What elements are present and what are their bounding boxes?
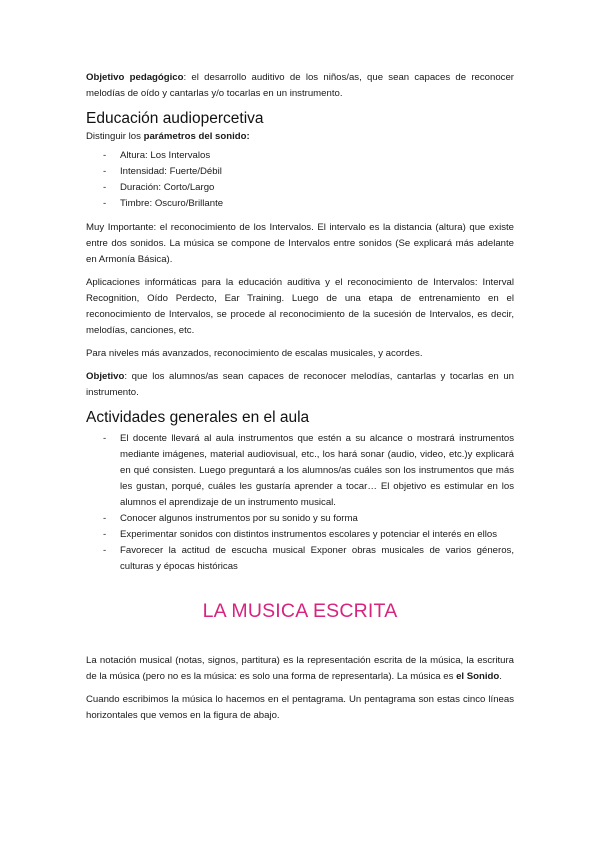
heading-general-activities: Actividades generales en el aula <box>86 409 310 426</box>
objective-text: : que los alumnos/as sean capaces de reconocer melodías, cantarlas y tocarlas en un instrumento. <box>86 371 514 398</box>
sound-parameters-list <box>86 148 514 212</box>
pedagogical-objective-label: Objetivo pedagógico <box>86 72 184 83</box>
dash-bullet: - <box>103 182 107 193</box>
advanced-levels-paragraph: Para niveles más avanzados, reconocimiento de escalas musicales, y acordes. <box>86 348 423 359</box>
sound-parameters-intro-bold: parámetros del sonido: <box>143 131 250 142</box>
dash-bullet: - <box>103 166 107 177</box>
list-item-text: Timbre: Oscuro/Brillante <box>120 198 224 209</box>
software-applications-paragraph: Aplicaciones informáticas para la educación auditiva y el reconocimiento de Intervalos: Interval Recognition, Oído Perdecto, Ear Training. Luego de una etapa de entrenamiento en el reconocimiento de Intervalos, se procede al reconocimiento de la sucesión de Intervalos, es decir, melodías, canciones, etc. <box>86 277 514 336</box>
dash-bullet: - <box>103 433 107 444</box>
list-item-text: Conocer algunos instrumentos por su sonido y su forma <box>120 513 358 524</box>
intervals-important-paragraph: Muy Importante: el reconocimiento de los Intervalos. El intervalo es la distancia (altura) que existe entre dos sonidos. La música se compone de Intervalos entre sonidos (Se explicará más adelante en Armonía Básica). <box>86 222 514 265</box>
pedagogical-objective-text: : el desarrollo auditivo de los niños/as, que sean capaces de reconocer melodías de oído y cantarlas y/o tocarlas en un instrumento. <box>86 72 514 99</box>
list-item <box>86 543 514 575</box>
staff-paragraph: Cuando escribimos la música lo hacemos en el pentagrama. Un pentagrama son estas cinco líneas horizontales que vemos en la figura de abajo. <box>86 694 514 721</box>
list-item <box>86 148 514 164</box>
list-item <box>86 431 514 511</box>
dash-bullet: - <box>103 198 107 209</box>
pedagogical-objective-paragraph <box>86 70 514 102</box>
dash-bullet: - <box>103 150 107 161</box>
dash-bullet: - <box>103 545 107 556</box>
written-music-title: LA MUSICA ESCRITA <box>202 600 398 622</box>
objective-label: Objetivo <box>86 371 125 382</box>
list-item-text: Intensidad: Fuerte/Débil <box>120 166 222 177</box>
list-item <box>86 180 514 196</box>
objective-paragraph <box>86 369 514 401</box>
musical-notation-end: . <box>499 671 502 682</box>
musical-notation-paragraph <box>86 653 514 685</box>
musical-notation-text: La notación musical (notas, signos, partitura) es la representación escrita de la música, la escritura de la música (pero no es la música: es solo una forma de representarla). La música es <box>86 655 514 682</box>
list-item <box>86 196 514 212</box>
list-item <box>86 511 514 527</box>
heading-audioperceptive-education: Educación audiopercetiva <box>86 110 264 127</box>
dash-bullet: - <box>103 529 107 540</box>
list-item-text: El docente llevará al aula instrumentos que estén a su alcance o mostrará instrumentos mediante imágenes, material audiovisual, etc., los hará sonar (audio, video, etc.)y explicará en qué consisten. Luego preguntará a los alumnos/as cuáles son los instrumentos que más les gustan, porqué, cuáles les gustaría aprender a tocar… El objetivo es estimular en los alumnos el aprendizaje de un instrumento musical. <box>120 433 514 508</box>
list-item <box>86 527 514 543</box>
musical-notation-bold: el Sonido <box>456 671 500 682</box>
dash-bullet: - <box>103 513 107 524</box>
sound-parameters-intro <box>86 129 514 145</box>
list-item-text: Favorecer la actitud de escucha musical Exponer obras musicales de varios géneros, culturas y épocas históricas <box>120 545 514 572</box>
list-item <box>86 164 514 180</box>
list-item-text: Experimentar sonidos con distintos instrumentos escolares y potenciar el interés en ellos <box>120 529 498 540</box>
list-item-text: Duración: Corto/Largo <box>120 182 215 193</box>
list-item-text: Altura: Los Intervalos <box>120 150 211 161</box>
sound-parameters-intro-text: Distinguir los <box>86 131 144 142</box>
document-body <box>86 70 514 724</box>
activities-list <box>86 431 514 575</box>
